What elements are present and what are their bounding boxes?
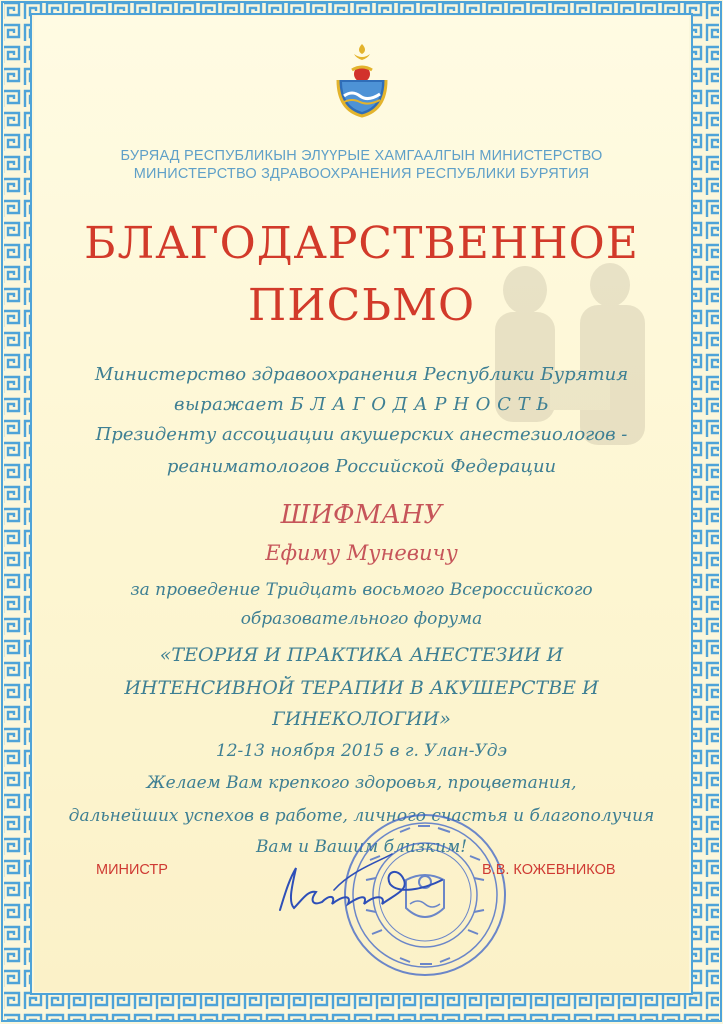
body-line-5: за проведение Тридцать восьмого Всероссийского <box>130 580 593 600</box>
buryatia-emblem-icon <box>330 40 394 120</box>
document-title-line2: ПИСЬМО <box>247 280 476 331</box>
signer-name: В.В. КОЖЕВНИКОВ <box>482 862 616 878</box>
document-title-line1: БЛАГОДАРСТВЕННОЕ <box>84 218 639 269</box>
event-date-place: 12-13 ноября 2015 в г. Улан-Удэ <box>215 741 508 761</box>
signer-role: МИНИСТР <box>96 862 168 878</box>
wishes-line-2: дальнейших успехов в работе, личного счастья и благополучия <box>68 806 655 826</box>
handwritten-signature <box>272 850 452 920</box>
ministry-name-buryat: БУРЯАД РЕСПУБЛИКЫН ЭЛҮҮРЫЕ ХАМГААЛГЫН МИНИСТЕРСТВО <box>120 148 603 164</box>
forum-title-line-3: ГИНЕКОЛОГИИ» <box>272 708 451 730</box>
forum-title-line-2: ИНТЕНСИВНОЙ ТЕРАПИИ В АКУШЕРСТВЕ И <box>124 677 599 699</box>
wishes-line-3: Вам и Вашим близким! <box>255 837 468 857</box>
wishes-line-1: Желаем Вам крепкого здоровья, процветания, <box>146 773 577 793</box>
forum-title-line-1: «ТЕОРИЯ И ПРАКТИКА АНЕСТЕЗИИ И <box>159 644 564 666</box>
body-line-2: выражает Б Л А Г О Д А Р Н О С Т Ь <box>174 394 549 415</box>
body-line-3: Президенту ассоциации акушерских анестезиологов - <box>95 424 628 445</box>
body-line-6: образовательного форума <box>240 609 483 629</box>
recipient-given-names: Ефиму Муневичу <box>265 541 458 565</box>
body-line-1: Министерство здравоохранения Республики Бурятия <box>94 364 629 385</box>
body-line-4: реаниматологов Российской Федерации <box>166 456 557 477</box>
ministry-name-russian: МИНИСТЕРСТВО ЗДРАВООХРАНЕНИЯ РЕСПУБЛИКИ БУРЯТИЯ <box>133 166 590 182</box>
recipient-surname: ШИФМАНУ <box>280 500 443 530</box>
